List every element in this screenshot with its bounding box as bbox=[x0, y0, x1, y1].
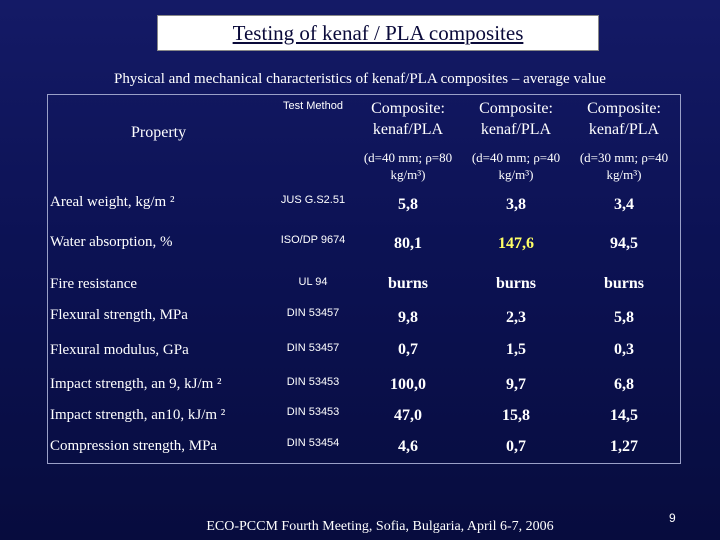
column-detail-2: (d=40 mm; ρ=40 kg/m³) bbox=[471, 150, 561, 182]
row-method: UL 94 bbox=[298, 276, 328, 288]
footer-text: ECO-PCCM Fourth Meeting, Sofia, Bulgaria, April 6-7, 2006 bbox=[206, 519, 554, 534]
slide-title: Testing of kenaf / PLA composites bbox=[232, 20, 524, 45]
row-value: 47,0 bbox=[394, 407, 422, 424]
column-header-2: Composite: kenaf/PLA bbox=[479, 100, 553, 138]
row-value: 9,7 bbox=[506, 376, 526, 393]
row-value: 2,3 bbox=[506, 309, 526, 326]
row-property: Impact strength, an10, kJ/m ² bbox=[50, 407, 226, 423]
row-method: DIN 53453 bbox=[286, 376, 340, 388]
row-method: ISO/DP 9674 bbox=[280, 234, 346, 246]
row-value: 0,7 bbox=[398, 341, 418, 358]
row-value: burns bbox=[603, 275, 645, 292]
row-property: Impact strength, an 9, kJ/m ² bbox=[50, 376, 222, 392]
row-method: DIN 53453 bbox=[286, 406, 340, 418]
row-property: Fire resistance bbox=[50, 276, 138, 292]
row-method: JUS G.S2.51 bbox=[280, 194, 346, 206]
row-method: DIN 53457 bbox=[286, 307, 340, 319]
property-header: Property bbox=[131, 124, 187, 141]
row-property: Flexural strength, MPa bbox=[50, 307, 188, 323]
row-property: Areal weight, kg/m ² bbox=[50, 194, 175, 210]
row-value: 5,8 bbox=[614, 309, 634, 326]
row-value: 9,8 bbox=[398, 309, 418, 326]
row-property: Compression strength, MPa bbox=[50, 438, 218, 454]
row-value: 94,5 bbox=[610, 235, 638, 252]
row-value: 15,8 bbox=[502, 407, 530, 424]
column-header-1: Composite: kenaf/PLA bbox=[371, 100, 445, 138]
page-number: 9 bbox=[669, 511, 676, 525]
row-value: 3,4 bbox=[614, 196, 634, 213]
row-value: 80,1 bbox=[394, 235, 422, 252]
row-value: burns bbox=[387, 275, 429, 292]
row-value: 4,6 bbox=[398, 438, 418, 455]
column-detail-3: (d=30 mm; ρ=40 kg/m³) bbox=[579, 150, 669, 182]
row-value: 1,27 bbox=[610, 438, 638, 455]
row-value: burns bbox=[495, 275, 537, 292]
row-method: DIN 53457 bbox=[286, 342, 340, 354]
row-value: 5,8 bbox=[398, 196, 418, 213]
row-value: 14,5 bbox=[610, 407, 638, 424]
row-property: Flexural modulus, GPa bbox=[50, 342, 189, 358]
table-subtitle: Physical and mechanical characteristics of kenaf/PLA composites – average value bbox=[114, 71, 606, 87]
column-detail-1: (d=40 mm; ρ=80 kg/m³) bbox=[363, 150, 453, 182]
row-value: 0,7 bbox=[506, 438, 526, 455]
row-value: 3,8 bbox=[506, 196, 526, 213]
row-value-highlight: 147,6 bbox=[498, 235, 534, 252]
row-method: DIN 53454 bbox=[286, 437, 340, 449]
title-box bbox=[157, 15, 599, 51]
row-value: 6,8 bbox=[614, 376, 634, 393]
row-value: 100,0 bbox=[390, 376, 426, 393]
method-header: Test Method bbox=[283, 100, 343, 112]
row-value: 0,3 bbox=[614, 341, 634, 358]
column-header-3: Composite: kenaf/PLA bbox=[587, 100, 661, 138]
row-value: 1,5 bbox=[506, 341, 526, 358]
row-property: Water absorption, % bbox=[50, 234, 173, 250]
